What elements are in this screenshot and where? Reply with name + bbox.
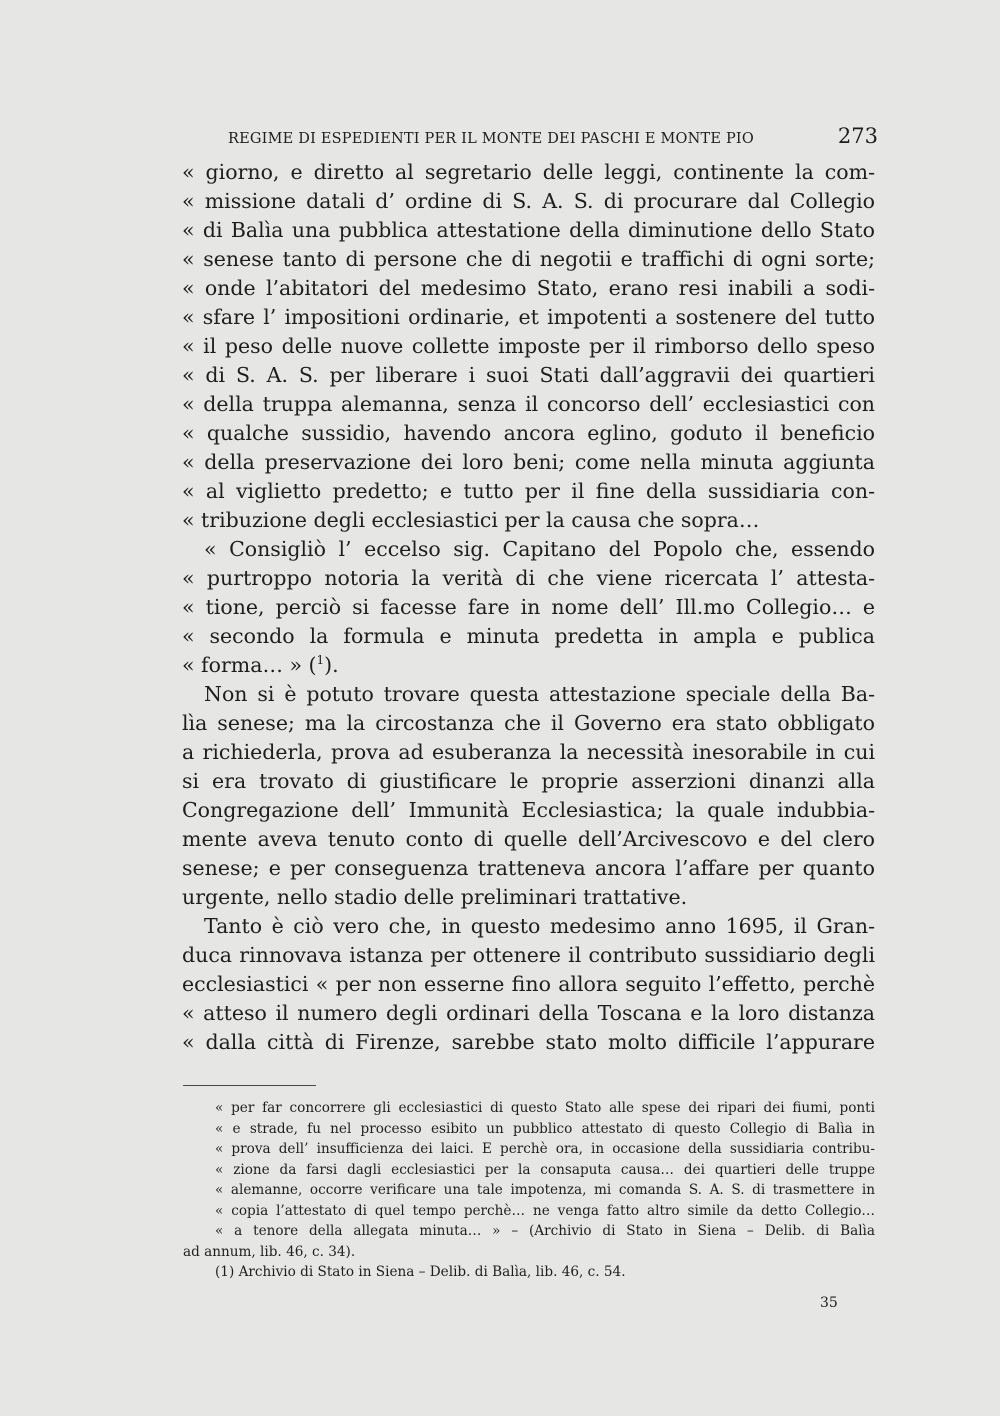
footnote-line: « prova dell’ insufficienza dei laici. E perchè ora, in occasione della sussidiaria contribu- — [215, 1141, 875, 1157]
text-line: lìa senese; ma la circostanza che il Governo era stato obbligato — [182, 711, 875, 735]
text-line: « Consigliò l’ eccelso sig. Capitano del Popolo che, essendo — [204, 537, 875, 561]
text-line: duca rinnovava istanza per ottenere il contributo sussidiario degli — [182, 943, 875, 967]
footnote-line: « e strade, fu nel processo esibito un pubblico attestato di questo Collegio di Balìa in — [215, 1120, 875, 1137]
text-line: « qualche sussidio, havendo ancora eglino, goduto il beneficio — [182, 421, 875, 445]
text-line: a richiederla, prova ad esuberanza la necessità inesorabile in cui — [182, 740, 875, 764]
text-line: « di S. A. S. per liberare i suoi Stati dall’aggravii dei quartieri — [182, 363, 875, 387]
text-line: « senese tanto di persone che di negotii e traffichi di ogni sorte; — [182, 247, 875, 271]
footnote-close: ). — [324, 653, 339, 677]
text-line: « tribuzione degli ecclesiastici per la causa che sopra… — [182, 508, 760, 532]
footnote-line: (1) Archivio di Stato in Siena – Delib. di Balìa, lib. 46, c. 54. — [215, 1264, 626, 1280]
text-line: si era trovato di giustificare le proprie asserzioni dinanzi alla — [182, 769, 875, 793]
text-line: Non si è potuto trovare questa attestazione speciale della Ba- — [204, 682, 875, 706]
text-line: « purtroppo notoria la verità di che viene ricercata l’ attesta- — [182, 566, 875, 590]
text-line: « giorno, e diretto al segretario delle leggi, continente la com- — [182, 160, 875, 184]
footnote-line: « per far concorrere gli ecclesiastici di questo Stato alle spese dei ripari dei fiumi, ponti — [215, 1100, 875, 1116]
text-line: « della truppa alemanna, senza il concorso dell’ ecclesiastici con — [182, 392, 875, 416]
main-text — [182, 158, 875, 1057]
footnote-line: ad annum, lib. 46, c. 34). — [183, 1243, 356, 1260]
footnote-line: « a tenore della allegata minuta… » – (Archivio di Stato in Siena – Delib. di Balìa — [215, 1223, 875, 1239]
text-line: « dalla città di Firenze, sarebbe stato molto difficile l’appurare — [182, 1030, 875, 1054]
text-line: « al viglietto predetto; e tutto per il fine della sussidiaria con- — [182, 479, 875, 503]
footnote-marker: 1 — [316, 653, 325, 668]
footnote-line: « zione da farsi dagli ecclesiastici per la consaputa causa… dei quartieri delle truppe — [215, 1161, 875, 1178]
text-line: « secondo la formula e minuta predetta in ampla e publica — [182, 624, 875, 648]
running-header — [228, 124, 878, 148]
text-line: « della preservazione dei loro beni; come nella minuta aggiunta — [182, 450, 875, 474]
footnote-line: « copia l’attestato di quel tempo perchè… ne venga fatto altro simile da detto Collegio… — [215, 1202, 875, 1219]
footnotes — [183, 1098, 875, 1283]
text-line: ecclesiastici « per non esserne fino allora seguito l’effetto, perchè — [182, 972, 875, 996]
signature-mark: 35 — [820, 1295, 838, 1311]
text-line: « missione datali d’ ordine di S. A. S. di procurare dal Collegio — [182, 189, 875, 213]
text-line-with-footnote — [182, 651, 875, 680]
text-fragment: « forma… » ( — [182, 653, 317, 677]
text-line: « sfare l’ impositioni ordinarie, et impotenti a sostenere del tutto — [182, 305, 875, 329]
text-line: « tione, perciò si facesse fare in nome dell’ Ill.mo Collegio… e — [182, 595, 875, 619]
text-line: senese; e per conseguenza tratteneva ancora l’affare per quanto — [182, 856, 875, 880]
text-line: mente aveva tenuto conto di quelle dell’Arcivescovo e del clero — [182, 827, 875, 851]
text-line: Tanto è ciò vero che, in questo medesimo anno 1695, il Gran- — [204, 914, 875, 938]
page-number: 273 — [837, 124, 878, 148]
text-line: « il peso delle nuove collette imposte per il rimborso dello speso — [182, 334, 875, 358]
text-line: « onde l’abitatori del medesimo Stato, erano resi inabili a sodi- — [182, 276, 875, 300]
footnote-divider — [183, 1085, 316, 1086]
text-line: Congregazione dell’ Immunità Ecclesiastica; la quale indubbia- — [182, 798, 875, 822]
footnote-line: « alemanne, occorre verificare una tale impotenza, mi comanda S. A. S. di trasmettere in — [215, 1182, 875, 1198]
text-line: « di Balìa una pubblica attestatione della diminutione dello Stato — [182, 218, 875, 242]
text-line: « atteso il numero degli ordinari della Toscana e la loro distanza — [182, 1001, 875, 1025]
text-line: urgente, nello stadio delle preliminari trattative. — [182, 885, 688, 909]
running-title: REGIME DI ESPEDIENTI PER IL MONTE DEI PASCHI E MONTE PIO — [228, 131, 754, 147]
